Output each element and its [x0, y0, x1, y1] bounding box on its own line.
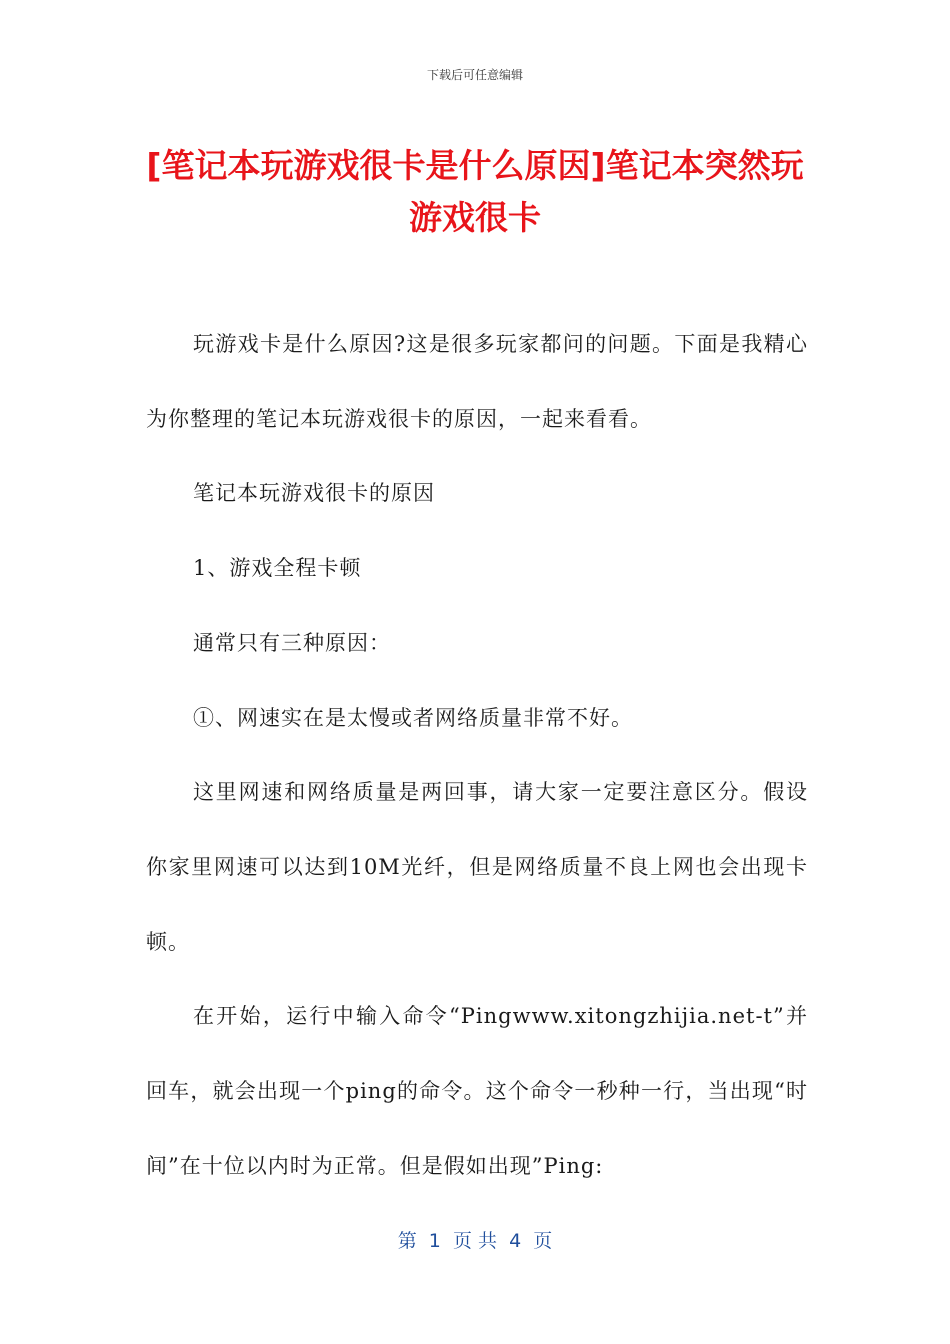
- paragraph-intro: 玩游戏卡是什么原因?这是很多玩家都问的问题。下面是我精心为你整理的笔记本玩游戏很卡的原因，一起来看看。: [146, 332, 808, 431]
- document-title: [笔记本玩游戏很卡是什么原因]笔记本突然玩游戏很卡: [146, 146, 804, 237]
- paragraph-ping-command: 在开始，运行中输入命令“Pingwww.xitongzhijia.net-t”并回车，就会出现一个ping的命令。这个命令一秒种一行，当出现“时间”在十位以内时为正常。但是假如出现”Ping:: [146, 1004, 808, 1178]
- page-footer: 第 1 页 共 4 页: [397, 1230, 553, 1252]
- paragraph-reasons: 通常只有三种原因：: [193, 630, 391, 655]
- reason-1: ①、网速实在是太慢或者网络质量非常不好。: [193, 705, 633, 730]
- document-body: [146, 307, 808, 1203]
- paragraph-network-quality: 这里网速和网络质量是两回事，请大家一定要注意区分。假设你家里网速可以达到10M光纤，但是网络质量不良上网也会出现卡顿。: [146, 780, 808, 954]
- header-note: 下载后可任意编辑: [426, 68, 523, 82]
- section-heading: 笔记本玩游戏很卡的原因: [193, 481, 435, 506]
- list-item-1: 1、游戏全程卡顿: [193, 556, 362, 581]
